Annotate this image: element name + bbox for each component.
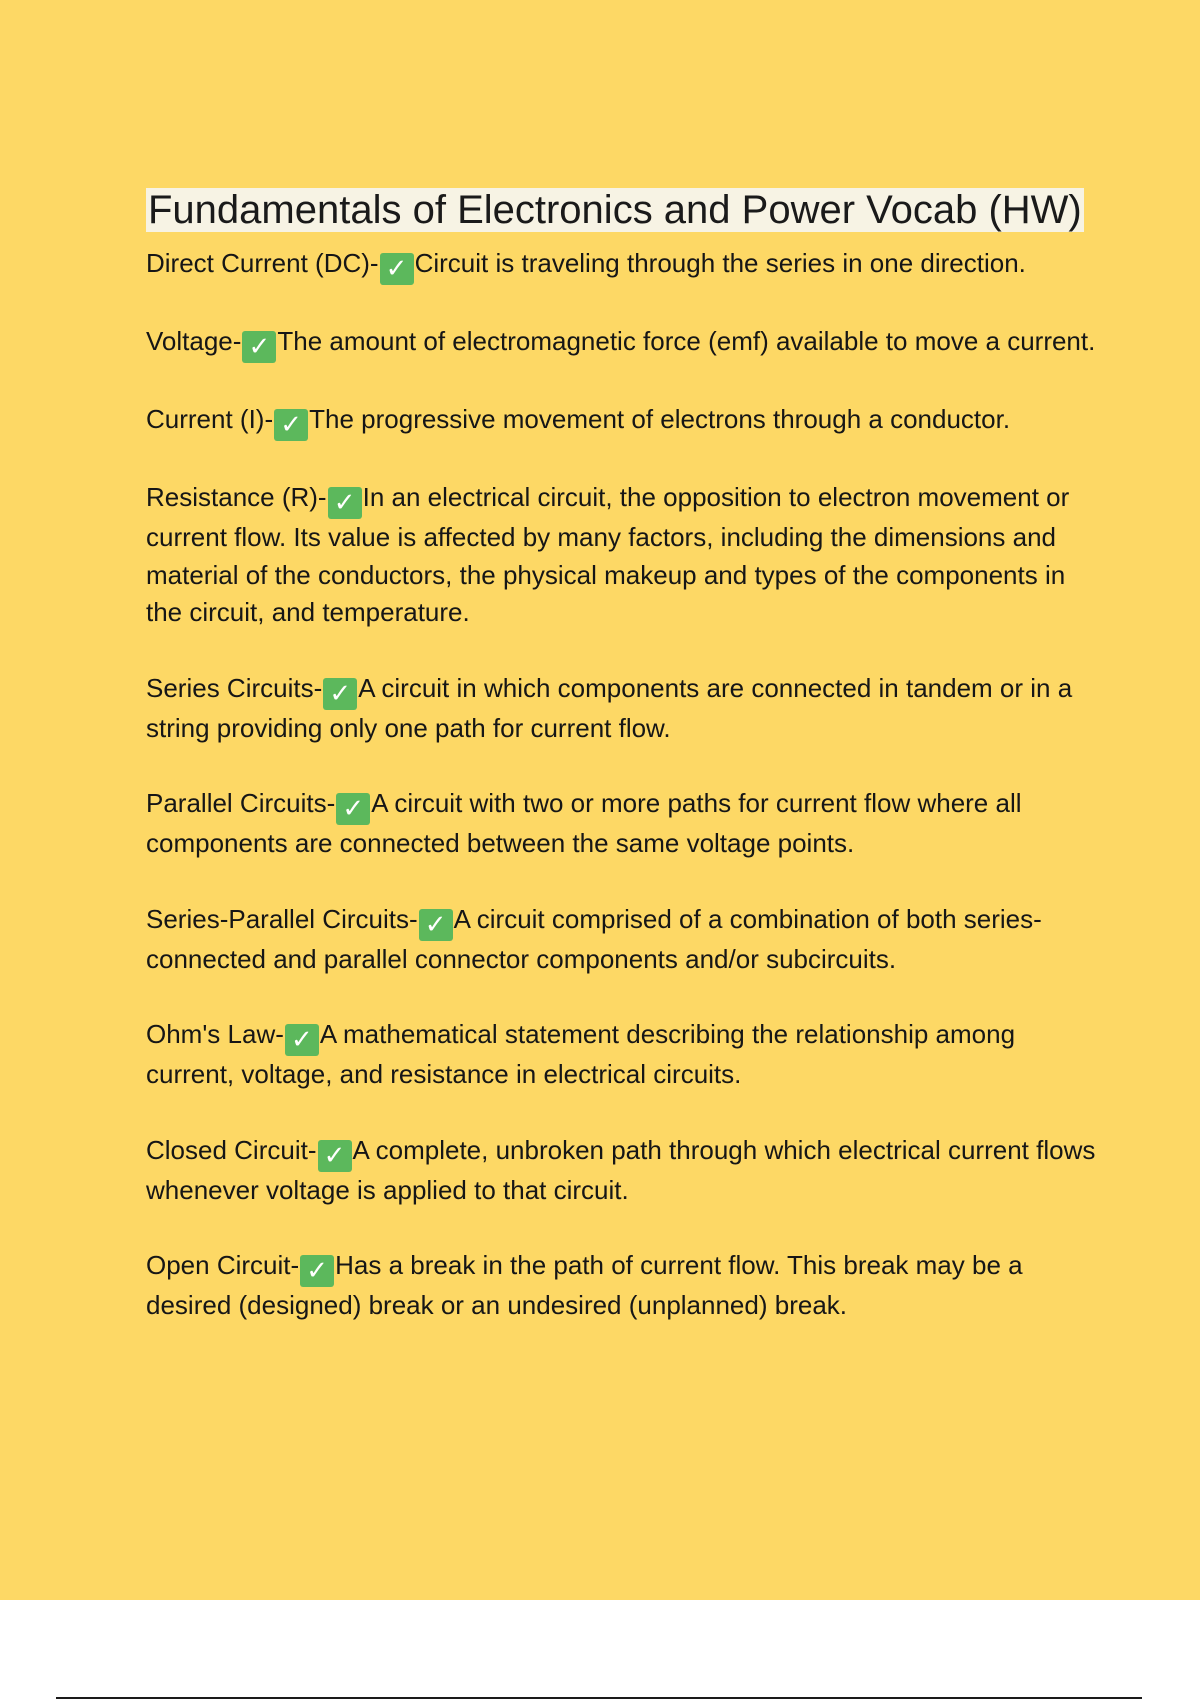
vocab-entry (146, 245, 1106, 285)
check-mark-icon: ✓ (323, 678, 357, 710)
vocab-term: Parallel Circuits- (146, 788, 336, 818)
vocab-definition: A circuit comprised of a combination of both series-connected and parallel connector components and/or subcircuits. (146, 903, 1042, 974)
document-title-text: Fundamentals of Electronics and Power Vocab (HW) (148, 188, 1082, 232)
vocab-definition: A mathematical statement describing the relationship among current, voltage, and resistance in electrical circuits. (146, 1019, 1016, 1089)
vocab-entry (146, 1247, 1106, 1325)
vocab-definition: The progressive movement of electrons through a conductor. (309, 404, 1011, 434)
vocab-term: Series Circuits- (146, 672, 323, 703)
vocab-entry (146, 323, 1106, 363)
vocab-definition: A circuit in which components are connected in tandem or in a string providing only one path for current flow. (146, 672, 1073, 743)
check-mark-icon: ✓ (380, 253, 414, 285)
vocab-entry (146, 1016, 1106, 1094)
check-mark-icon: ✓ (336, 793, 370, 825)
vocab-term: Open Circuit- (146, 1250, 300, 1280)
vocab-entry (146, 479, 1106, 632)
document-content (146, 182, 1106, 1363)
vocab-entry (146, 901, 1106, 979)
vocab-definition: A circuit with two or more paths for current flow where all components are connected between the same voltage points. (146, 788, 1022, 858)
vocab-term: Voltage- (146, 326, 242, 356)
vocab-term: Ohm's Law- (146, 1019, 284, 1049)
document-title (146, 182, 1106, 239)
vocab-entry (146, 401, 1106, 441)
vocab-definition: Circuit is traveling through the series in one direction. (414, 248, 1026, 278)
vocab-term: Closed Circuit- (146, 1134, 317, 1165)
vocab-list (146, 245, 1106, 1325)
check-mark-icon: ✓ (318, 1140, 352, 1172)
vocab-definition: A complete, unbroken path through which electrical current flows whenever voltage is applied to that circuit. (146, 1134, 1096, 1205)
vocab-term: Direct Current (DC)- (146, 248, 379, 278)
check-mark-icon: ✓ (242, 331, 276, 363)
vocab-term: Current (I)- (146, 404, 274, 434)
vocab-entry (146, 785, 1106, 863)
check-mark-icon: ✓ (300, 1255, 334, 1287)
page-divider (56, 1697, 1142, 1699)
check-mark-icon: ✓ (328, 487, 362, 519)
vocab-definition: The amount of electromagnetic force (emf) available to move a current. (277, 326, 1096, 356)
vocab-definition: In an electrical circuit, the opposition to electron movement or current flow. Its value is affected by many factors, including the dimensions and material of the conductors, the physical makeup and types of the components in the circuit, and temperature. (146, 482, 1070, 627)
vocab-term: Series-Parallel Circuits- (146, 903, 418, 934)
vocab-term: Resistance (R)- (146, 482, 327, 512)
vocab-entry (146, 670, 1106, 748)
check-mark-icon: ✓ (419, 909, 453, 941)
vocab-entry (146, 1132, 1106, 1210)
check-mark-icon: ✓ (274, 409, 308, 441)
vocab-definition: Has a break in the path of current flow. This break may be a desired (designed) break or an undesired (unplanned) break. (146, 1250, 1023, 1320)
check-mark-icon: ✓ (285, 1024, 319, 1056)
